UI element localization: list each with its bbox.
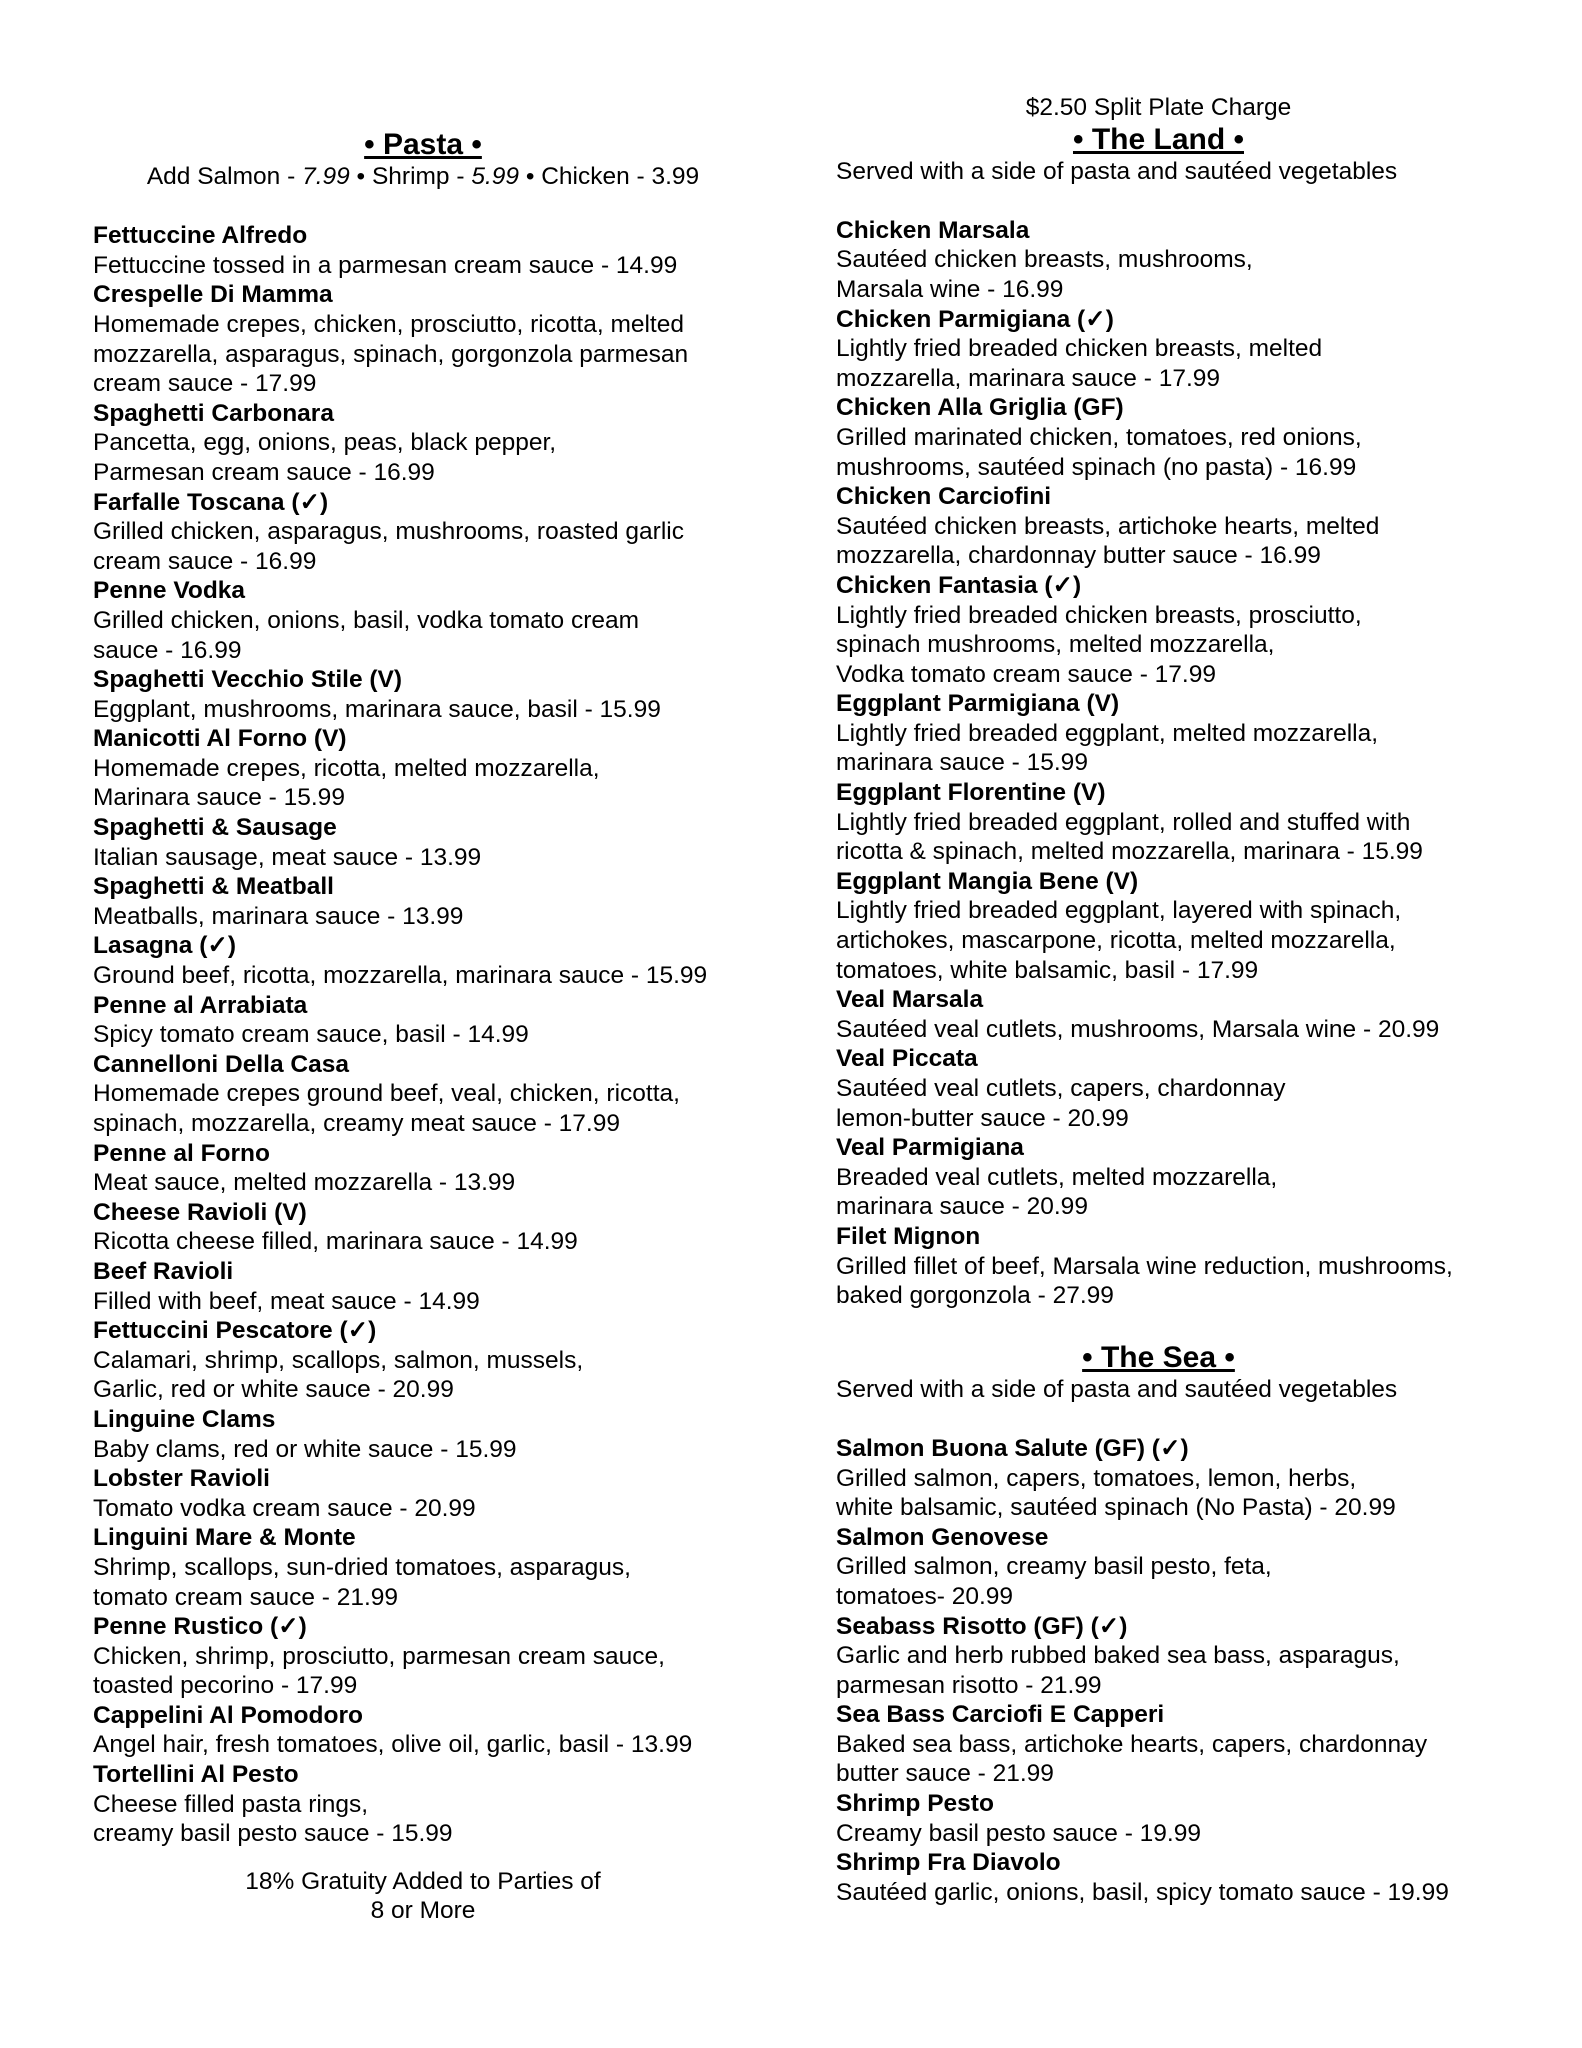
menu-item: [93, 813, 753, 872]
menu-item-title: Cheese Ravioli (V): [93, 1198, 307, 1226]
menu-item-name: [836, 571, 1536, 601]
menu-item-description: mozzarella, asparagus, spinach, gorgonzola parmesan: [93, 340, 689, 368]
menu-item-title: Lobster Ravioli: [93, 1465, 270, 1493]
recommended-check-icon: (✓): [1145, 1434, 1189, 1462]
menu-item: [836, 1434, 1536, 1523]
land-section-title: • The Land •: [1072, 122, 1244, 156]
menu-item-title: Linguini Mare & Monte: [93, 1524, 356, 1552]
menu-item-description: Calamari, shrimp, scallops, salmon, mussels,: [93, 1346, 584, 1374]
menu-item: [836, 305, 1536, 394]
menu-item-description: Homemade crepes, ricotta, melted mozzarella,: [93, 754, 600, 782]
menu-item-description: Eggplant, mushrooms, marinara sauce, basil - 15.99: [93, 695, 661, 723]
pasta-item-list: [93, 221, 753, 1849]
menu-item-title: Veal Marsala: [836, 986, 984, 1014]
menu-item: [93, 991, 753, 1050]
addon-salmon-label: Add Salmon -: [146, 163, 303, 190]
menu-item-description: marinara sauce - 15.99: [836, 749, 1088, 777]
menu-item: [836, 216, 1536, 305]
menu-item-description: toasted pecorino - 17.99: [93, 1672, 358, 1700]
menu-item-name: [93, 1612, 753, 1642]
menu-item-description: Lightly fried breaded eggplant, melted mozzarella,: [836, 719, 1379, 747]
menu-item-name: [93, 488, 753, 518]
menu-item: [93, 1612, 753, 1701]
menu-item-title: Cappelini Al Pomodoro: [93, 1701, 363, 1729]
land-section-subtitle: Served with a side of pasta and sautéed vegetables: [836, 157, 1398, 185]
menu-item-description: Angel hair, fresh tomatoes, olive oil, garlic, basil - 13.99: [93, 1731, 693, 1759]
pasta-column: [93, 0, 753, 1926]
menu-item-title: Spaghetti & Meatball: [93, 873, 334, 901]
menu-item: [836, 867, 1536, 985]
gratuity-note-line-1: 18% Gratuity Added to Parties of: [245, 1867, 601, 1895]
menu-item-description: Sautéed chicken breasts, mushrooms,: [836, 246, 1253, 274]
menu-item-description: Lightly fried breaded chicken breasts, melted: [836, 335, 1323, 363]
menu-item: [836, 571, 1536, 689]
menu-item-title: Lasagna: [93, 932, 193, 960]
menu-item-description: mozzarella, marinara sauce - 17.99: [836, 364, 1221, 392]
menu-item-description: Parmesan cream sauce - 16.99: [93, 458, 435, 486]
menu-item-description: spinach mushrooms, melted mozzarella,: [836, 631, 1275, 659]
menu-item-title: Eggplant Parmigiana (V): [836, 690, 1120, 718]
menu-item-description: mushrooms, sautéed spinach (no pasta) - 16.99: [836, 453, 1357, 481]
menu-item-title: Shrimp Pesto: [836, 1790, 994, 1818]
recommended-check-icon: (✓): [263, 1613, 307, 1641]
menu-item: [93, 872, 753, 931]
menu-item-description: Marinara sauce - 15.99: [93, 784, 345, 812]
menu-item-name: [836, 1523, 1536, 1553]
menu-item-description: baked gorgonzola - 27.99: [836, 1282, 1114, 1310]
menu-item-name: [836, 1044, 1536, 1074]
split-plate-charge: $2.50 Split Plate Charge: [1025, 94, 1292, 121]
menu-item-description: cream sauce - 16.99: [93, 547, 317, 575]
menu-item-name: [93, 1523, 753, 1553]
menu-item: [836, 1523, 1536, 1612]
menu-item-name: [836, 305, 1536, 335]
menu-item: [836, 1044, 1536, 1133]
menu-item-name: [93, 221, 753, 251]
menu-item-title: Filet Mignon: [836, 1222, 981, 1250]
menu-item-description: lemon-butter sauce - 20.99: [836, 1104, 1129, 1132]
menu-item-description: creamy basil pesto sauce - 15.99: [93, 1820, 453, 1848]
menu-item-title: Penne Rustico: [93, 1613, 264, 1641]
menu-item-title: Shrimp Fra Diavolo: [836, 1849, 1061, 1877]
menu-item-description: Sautéed veal cutlets, mushrooms, Marsala wine - 20.99: [836, 1015, 1440, 1043]
menu-item-description: tomatoes- 20.99: [836, 1582, 1014, 1610]
menu-item-name: [93, 665, 753, 695]
menu-item-description: Creamy basil pesto sauce - 19.99: [836, 1819, 1201, 1847]
menu-item-title: Crespelle Di Mamma: [93, 281, 333, 309]
recommended-check-icon: (✓): [192, 932, 237, 960]
menu-item-title: Spaghetti Carbonara: [93, 399, 334, 427]
sea-section-title: • The Sea •: [1082, 1340, 1235, 1374]
menu-item-title: Chicken Fantasia: [836, 571, 1038, 599]
menu-item-description: parmesan risotto - 21.99: [836, 1671, 1102, 1699]
menu-item-title: Veal Parmigiana: [836, 1134, 1024, 1162]
menu-item-title: Chicken Parmigiana: [836, 305, 1071, 333]
menu-item-description: Ricotta cheese filled, marinara sauce - 14.99: [93, 1228, 578, 1256]
menu-item-title: Salmon Buona Salute (GF): [836, 1434, 1145, 1462]
menu-item-description: Grilled salmon, capers, tomatoes, lemon, herbs,: [836, 1464, 1357, 1492]
menu-item: [836, 1848, 1536, 1907]
menu-item-name: [93, 1464, 753, 1494]
pasta-addons: [93, 162, 753, 192]
addon-salmon-price: 7.99: [302, 163, 350, 190]
menu-item-name: [836, 689, 1536, 719]
menu-item-name: [93, 280, 753, 310]
recommended-check-icon: (✓): [284, 488, 329, 516]
menu-item: [93, 1701, 753, 1760]
menu-item: [93, 1198, 753, 1257]
menu-item-name: [93, 813, 753, 843]
menu-item-description: Baked sea bass, artichoke hearts, capers, chardonnay: [836, 1730, 1428, 1758]
menu-item: [93, 665, 753, 724]
menu-item-description: Garlic, red or white sauce - 20.99: [93, 1376, 454, 1404]
menu-item: [93, 1257, 753, 1316]
menu-item-description: Lightly fried breaded chicken breasts, prosciutto,: [836, 601, 1362, 629]
menu-item-description: Vodka tomato cream sauce - 17.99: [836, 660, 1216, 688]
menu-item-name: [93, 1050, 753, 1080]
menu-item: [93, 1050, 753, 1139]
menu-item-name: [93, 1139, 753, 1169]
addon-shrimp-price: 5.99: [471, 163, 520, 190]
menu-item: [93, 399, 753, 488]
menu-item-title: Veal Piccata: [836, 1045, 978, 1073]
menu-item-title: Spaghetti Vecchio Stile (V): [93, 666, 403, 694]
menu-item: [836, 1612, 1536, 1701]
menu-item: [93, 1316, 753, 1405]
menu-item-description: Marsala wine - 16.99: [836, 275, 1064, 303]
menu-item-description: Meat sauce, melted mozzarella - 13.99: [93, 1169, 516, 1197]
menu-item: [93, 1464, 753, 1523]
menu-item-title: Chicken Alla Griglia (GF): [836, 394, 1124, 422]
menu-item-description: Tomato vodka cream sauce - 20.99: [93, 1494, 476, 1522]
menu-item-description: Spicy tomato cream sauce, basil - 14.99: [93, 1021, 529, 1049]
menu-item: [836, 482, 1536, 571]
menu-item: [836, 1133, 1536, 1222]
land-item-list: [836, 216, 1536, 1311]
menu-item-description: ricotta & spinach, melted mozzarella, marinara - 15.99: [836, 838, 1423, 866]
menu-item: [93, 931, 753, 990]
menu-item-description: Lightly fried breaded eggplant, rolled and stuffed with: [836, 808, 1411, 836]
menu-item: [836, 1222, 1536, 1311]
sea-section-subtitle: Served with a side of pasta and sautéed vegetables: [836, 1375, 1398, 1403]
menu-item-description: Pancetta, egg, onions, peas, black pepper,: [93, 429, 557, 457]
menu-item-description: marinara sauce - 20.99: [836, 1193, 1088, 1221]
menu-item-description: Sautéed garlic, onions, basil, spicy tomato sauce - 19.99: [836, 1878, 1449, 1906]
menu-item-description: tomatoes, white balsamic, basil - 17.99: [836, 956, 1259, 984]
menu-item-description: Meatballs, marinara sauce - 13.99: [93, 902, 464, 930]
menu-item-description: Baby clams, red or white sauce - 15.99: [93, 1435, 517, 1463]
menu-item-title: Fettuccini Pescatore: [93, 1317, 333, 1345]
menu-item-name: [836, 1789, 1536, 1819]
menu-item-description: Lightly fried breaded eggplant, layered with spinach,: [836, 897, 1402, 925]
menu-item-description: Fettuccine tossed in a parmesan cream sauce - 14.99: [93, 251, 678, 279]
menu-item: [93, 488, 753, 577]
sea-item-list: [836, 1434, 1536, 1908]
menu-item-description: Homemade crepes, chicken, prosciutto, ricotta, melted: [93, 310, 684, 338]
menu-item: [836, 1700, 1536, 1789]
menu-item-title: Chicken Marsala: [836, 216, 1030, 244]
menu-item-name: [836, 778, 1536, 808]
entree-column: [836, 0, 1536, 1907]
menu-item: [836, 778, 1536, 867]
recommended-check-icon: (✓): [332, 1317, 377, 1345]
menu-item-title: Penne al Arrabiata: [93, 991, 308, 1019]
menu-item-title: Sea Bass Carciofi E Capperi: [836, 1701, 1165, 1729]
menu-item-name: [93, 576, 753, 606]
menu-item-title: Fettuccine Alfredo: [93, 222, 308, 250]
menu-item-title: Salmon Genovese: [836, 1523, 1049, 1551]
menu-item-description: Ground beef, ricotta, mozzarella, marinara sauce - 15.99: [93, 962, 708, 990]
menu-item-name: [836, 1700, 1536, 1730]
menu-item-description: mozzarella, chardonnay butter sauce - 16.99: [836, 542, 1321, 570]
menu-item-description: Grilled marinated chicken, tomatoes, red onions,: [836, 423, 1362, 451]
gratuity-note-line-2: 8 or More: [370, 1897, 476, 1925]
menu-item-description: Breaded veal cutlets, melted mozzarella,: [836, 1163, 1278, 1191]
menu-item-description: sauce - 16.99: [93, 636, 242, 664]
menu-item-description: Garlic and herb rubbed baked sea bass, asparagus,: [836, 1642, 1400, 1670]
menu-item: [93, 1760, 753, 1849]
menu-item-name: [836, 482, 1536, 512]
menu-item-name: [93, 724, 753, 754]
menu-item-description: Filled with beef, meat sauce - 14.99: [93, 1287, 480, 1315]
menu-item: [836, 1789, 1536, 1848]
menu-item-name: [93, 399, 753, 429]
menu-item-name: [93, 1405, 753, 1435]
menu-item-title: Beef Ravioli: [93, 1257, 234, 1285]
menu-item-title: Seabass Risotto (GF): [836, 1612, 1084, 1640]
menu-item-description: white balsamic, sautéed spinach (No Pasta) - 20.99: [836, 1494, 1396, 1522]
menu-item-title: Eggplant Mangia Bene (V): [836, 867, 1139, 895]
menu-item: [836, 689, 1536, 778]
menu-item: [93, 1405, 753, 1464]
menu-item-description: cream sauce - 17.99: [93, 370, 317, 398]
menu-item-description: Grilled salmon, creamy basil pesto, feta,: [836, 1553, 1272, 1581]
menu-item-description: artichokes, mascarpone, ricotta, melted mozzarella,: [836, 927, 1396, 955]
menu-item: [93, 576, 753, 665]
menu-item-title: Eggplant Florentine (V): [836, 779, 1106, 807]
menu-item-title: Penne Vodka: [93, 577, 246, 605]
menu-item-title: Tortellini Al Pesto: [93, 1761, 299, 1789]
menu-item-name: [836, 985, 1536, 1015]
menu-item-name: [93, 1701, 753, 1731]
menu-item: [836, 985, 1536, 1044]
menu-item-description: Grilled chicken, asparagus, mushrooms, roasted garlic: [93, 518, 684, 546]
menu-item-name: [836, 1133, 1536, 1163]
menu-item-name: [836, 393, 1536, 423]
menu-item-description: Cheese filled pasta rings,: [93, 1790, 369, 1818]
addon-shrimp-label: • Shrimp -: [349, 163, 472, 190]
recommended-check-icon: (✓): [1037, 571, 1082, 599]
addon-chicken: • Chicken - 3.99: [519, 163, 700, 190]
menu-item-title: Linguine Clams: [93, 1405, 276, 1433]
recommended-check-icon: (✓): [1083, 1612, 1128, 1640]
menu-item: [93, 724, 753, 813]
menu-item-name: [836, 867, 1536, 897]
menu-item-description: Sautéed chicken breasts, artichoke hearts, melted: [836, 512, 1380, 540]
menu-item-description: spinach, mozzarella, creamy meat sauce - 17.99: [93, 1110, 620, 1137]
menu-item-description: tomato cream sauce - 21.99: [93, 1583, 399, 1611]
menu-item-title: Penne al Forno: [93, 1139, 270, 1167]
menu-item-name: [93, 1198, 753, 1228]
menu-item-title: Farfalle Toscana: [93, 488, 285, 516]
menu-item-name: [93, 1316, 753, 1346]
menu-item: [93, 1523, 753, 1612]
menu-item-title: Manicotti Al Forno (V): [93, 725, 347, 753]
menu-item-name: [93, 1760, 753, 1790]
menu-item-name: [93, 1257, 753, 1287]
pasta-section-title: • Pasta •: [364, 128, 482, 161]
menu-item-name: [836, 1848, 1536, 1878]
menu-item-description: Grilled chicken, onions, basil, vodka tomato cream: [93, 606, 640, 634]
menu-item-description: Italian sausage, meat sauce - 13.99: [93, 843, 482, 871]
menu-item-name: [836, 1434, 1536, 1464]
menu-item-title: Chicken Carciofini: [836, 483, 1052, 511]
menu-item-title: Spaghetti & Sausage: [93, 814, 337, 842]
menu-item: [93, 221, 753, 280]
menu-item-name: [93, 872, 753, 902]
menu-item-title: Cannelloni Della Casa: [93, 1050, 349, 1078]
menu-item-name: [836, 1222, 1536, 1252]
menu-item: [93, 280, 753, 398]
menu-item-description: Sautéed veal cutlets, capers, chardonnay: [836, 1075, 1286, 1102]
menu-item: [93, 1139, 753, 1198]
menu-item-description: Grilled fillet of beef, Marsala wine reduction, mushrooms,: [836, 1252, 1453, 1280]
menu-item-description: butter sauce - 21.99: [836, 1760, 1054, 1788]
menu-item-description: Shrimp, scallops, sun-dried tomatoes, asparagus,: [93, 1553, 631, 1581]
recommended-check-icon: (✓): [1070, 305, 1114, 333]
menu-item-name: [93, 931, 753, 961]
menu-item-name: [93, 991, 753, 1021]
menu-item-description: Homemade crepes ground beef, veal, chicken, ricotta,: [93, 1080, 680, 1108]
menu-item-name: [836, 1612, 1536, 1642]
menu-item-description: Chicken, shrimp, prosciutto, parmesan cream sauce,: [93, 1642, 665, 1670]
menu-item-name: [836, 216, 1536, 246]
menu-item: [836, 393, 1536, 482]
